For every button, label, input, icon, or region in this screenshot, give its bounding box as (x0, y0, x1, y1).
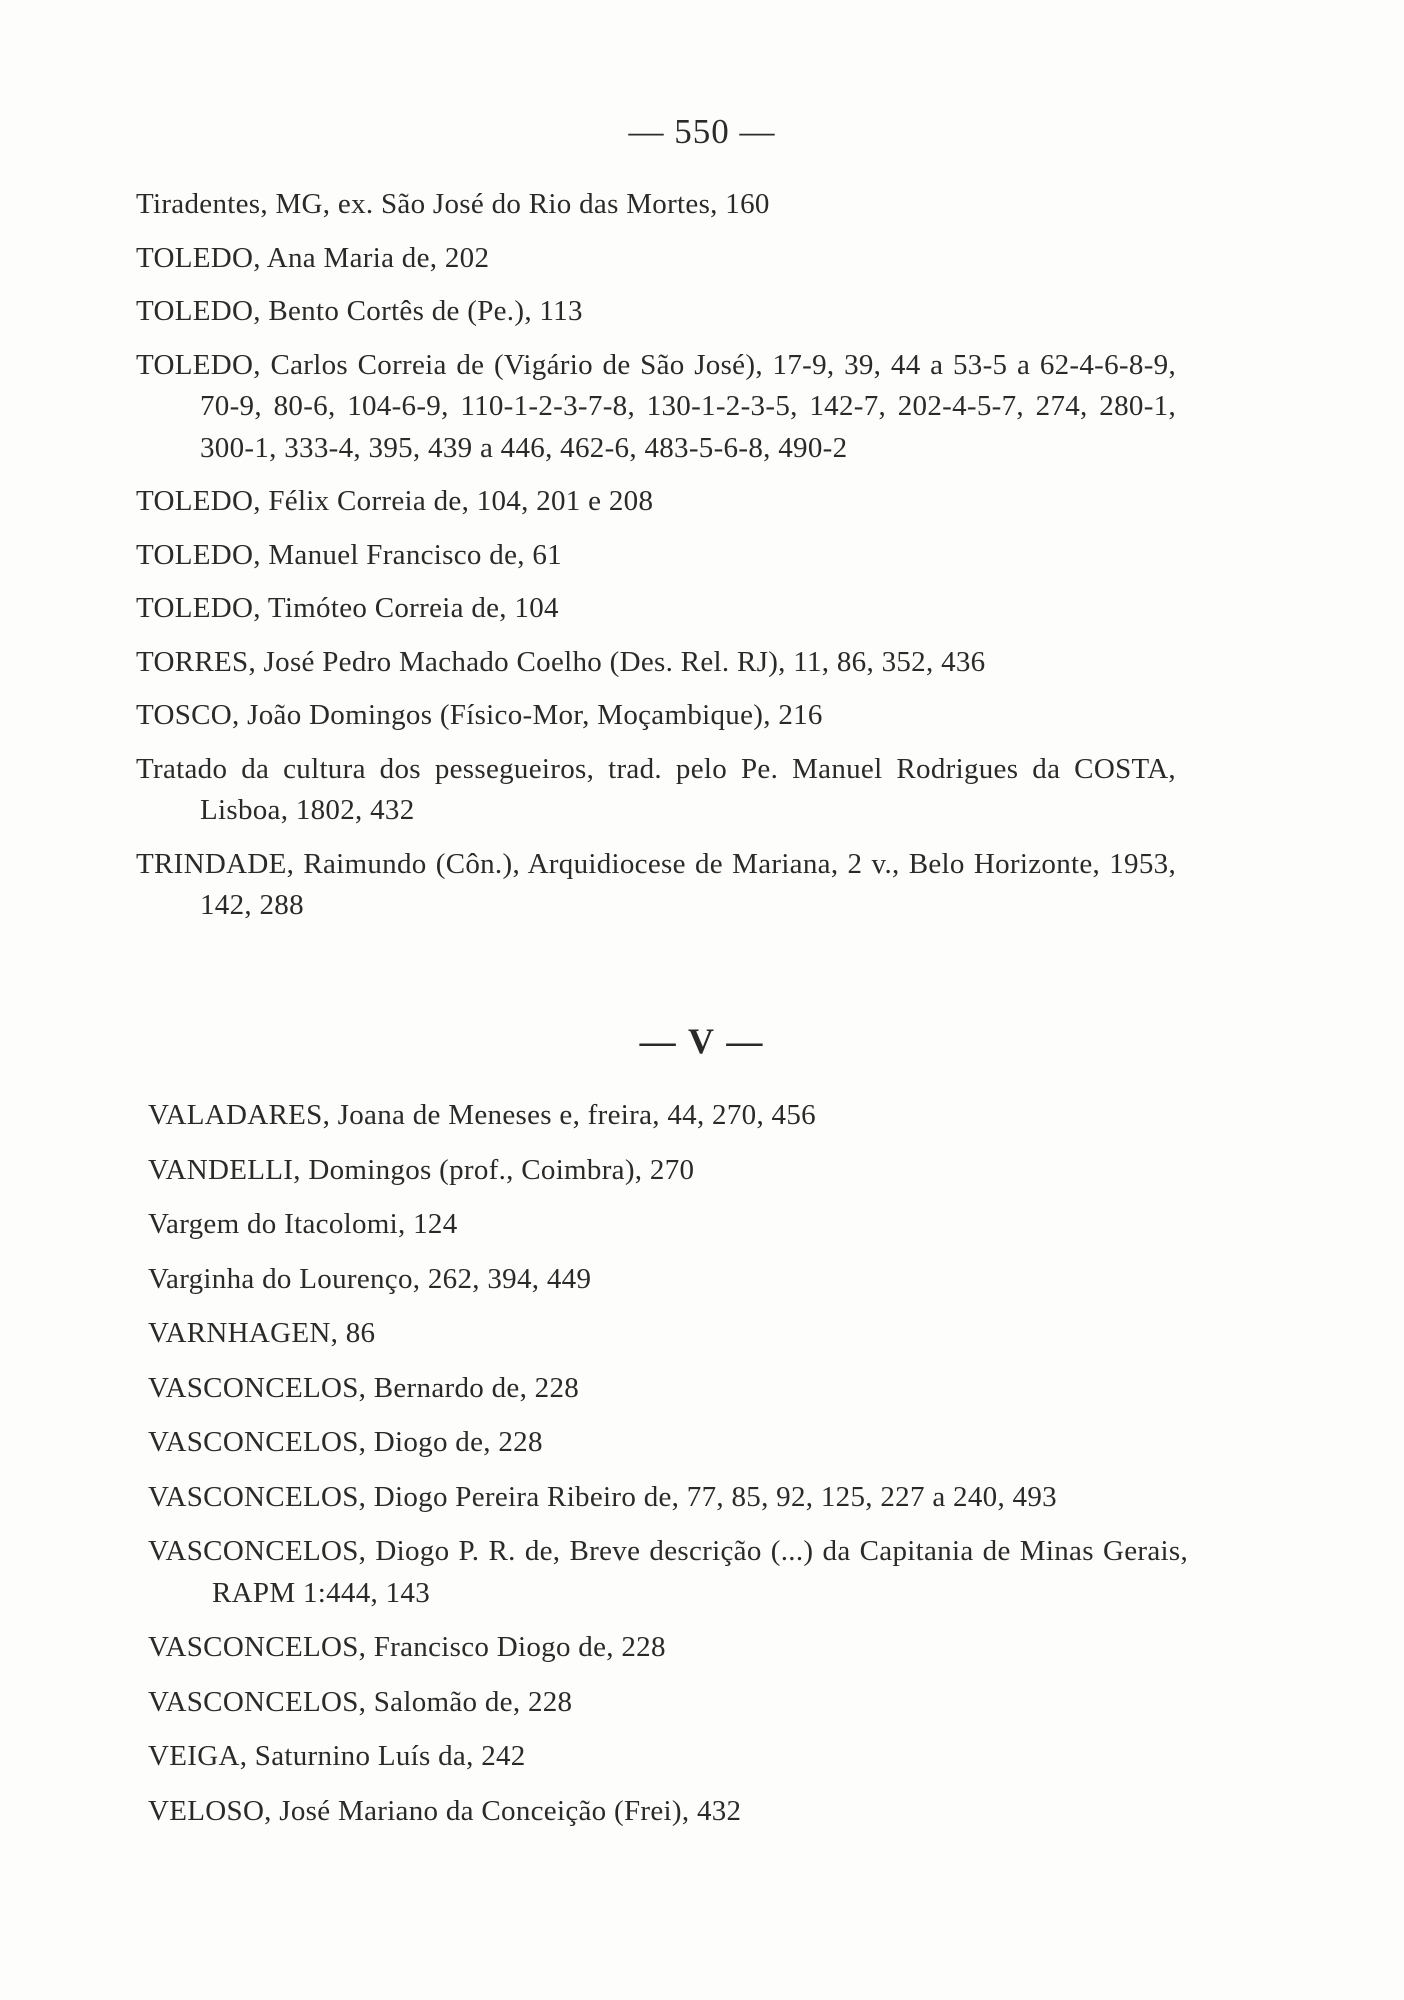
index-entry: TORRES, José Pedro Machado Coelho (Des. Rel. RJ), 11, 86, 352, 436 (136, 645, 986, 678)
index-section-v (148, 1095, 1188, 1845)
page-number: — 550 — (628, 112, 776, 151)
index-entry: TOLEDO, Bento Cortês de (Pe.), 113 (136, 295, 583, 327)
index-entry: TRINDADE, Raimundo (Côn.), Arquidiocese de Mariana, 2 v., Belo Horizonte, 1953, 142, 288 (136, 847, 1176, 921)
index-entry: VEIGA, Saturnino Luís da, 242 (148, 1740, 526, 1772)
index-entry: Tratado da cultura dos pessegueiros, trad. pelo Pe. Manuel Rodrigues da COSTA, Lisboa, 1802, 432 (136, 752, 1176, 826)
index-entry: VASCONCELOS, Bernardo de, 228 (148, 1371, 580, 1404)
index-entry: TOLEDO, Timóteo Correia de, 104 (136, 592, 559, 624)
index-entry: Tiradentes, MG, ex. São José do Rio das Mortes, 160 (136, 188, 770, 220)
index-entry: TOLEDO, Carlos Correia de (Vigário de São José), 17-9, 39, 44 a 53-5 a 62-4-6-8-9, 70-9, 80-6, 104-6-9, 110-1-2-3-7-8, 130-1-2-3-5, 142-7, 202-4-5-7, 274, 280-1, 300-1, 333-4, 395, 439 a 446, 462-6, 483-5-6-8, 490-2 (136, 348, 1176, 464)
index-entry: TOSCO, João Domingos (Físico-Mor, Moçambique), 216 (136, 699, 823, 731)
index-entry: VASCONCELOS, Francisco Diogo de, 228 (148, 1631, 666, 1663)
index-entry: VELOSO, José Mariano da Conceição (Frei), 432 (148, 1794, 742, 1827)
index-entry: VARNHAGEN, 86 (148, 1317, 376, 1349)
section-heading-v: — V — (639, 1021, 765, 1061)
index-entry: Varginha do Lourenço, 262, 394, 449 (148, 1262, 592, 1295)
index-entry: VANDELLI, Domingos (prof., Coimbra), 270 (148, 1153, 695, 1186)
index-entry: VASCONCELOS, Diogo de, 228 (148, 1426, 543, 1458)
index-entry: TOLEDO, Manuel Francisco de, 61 (136, 538, 562, 571)
index-entry: VASCONCELOS, Diogo Pereira Ribeiro de, 77, 85, 92, 125, 227 a 240, 493 (148, 1480, 1057, 1513)
index-entry: TOLEDO, Ana Maria de, 202 (136, 241, 490, 274)
index-entry: VASCONCELOS, Salomão de, 228 (148, 1685, 573, 1718)
index-entry: Vargem do Itacolomi, 124 (148, 1208, 458, 1240)
index-entry: VASCONCELOS, Diogo P. R. de, Breve descrição (...) da Capitania de Minas Gerais, RAPM 1:444, 143 (148, 1535, 1188, 1609)
index-entry: TOLEDO, Félix Correia de, 104, 201 e 208 (136, 485, 654, 517)
index-section-t (136, 184, 1176, 939)
index-entry: VALADARES, Joana de Meneses e, freira, 44, 270, 456 (148, 1099, 816, 1131)
